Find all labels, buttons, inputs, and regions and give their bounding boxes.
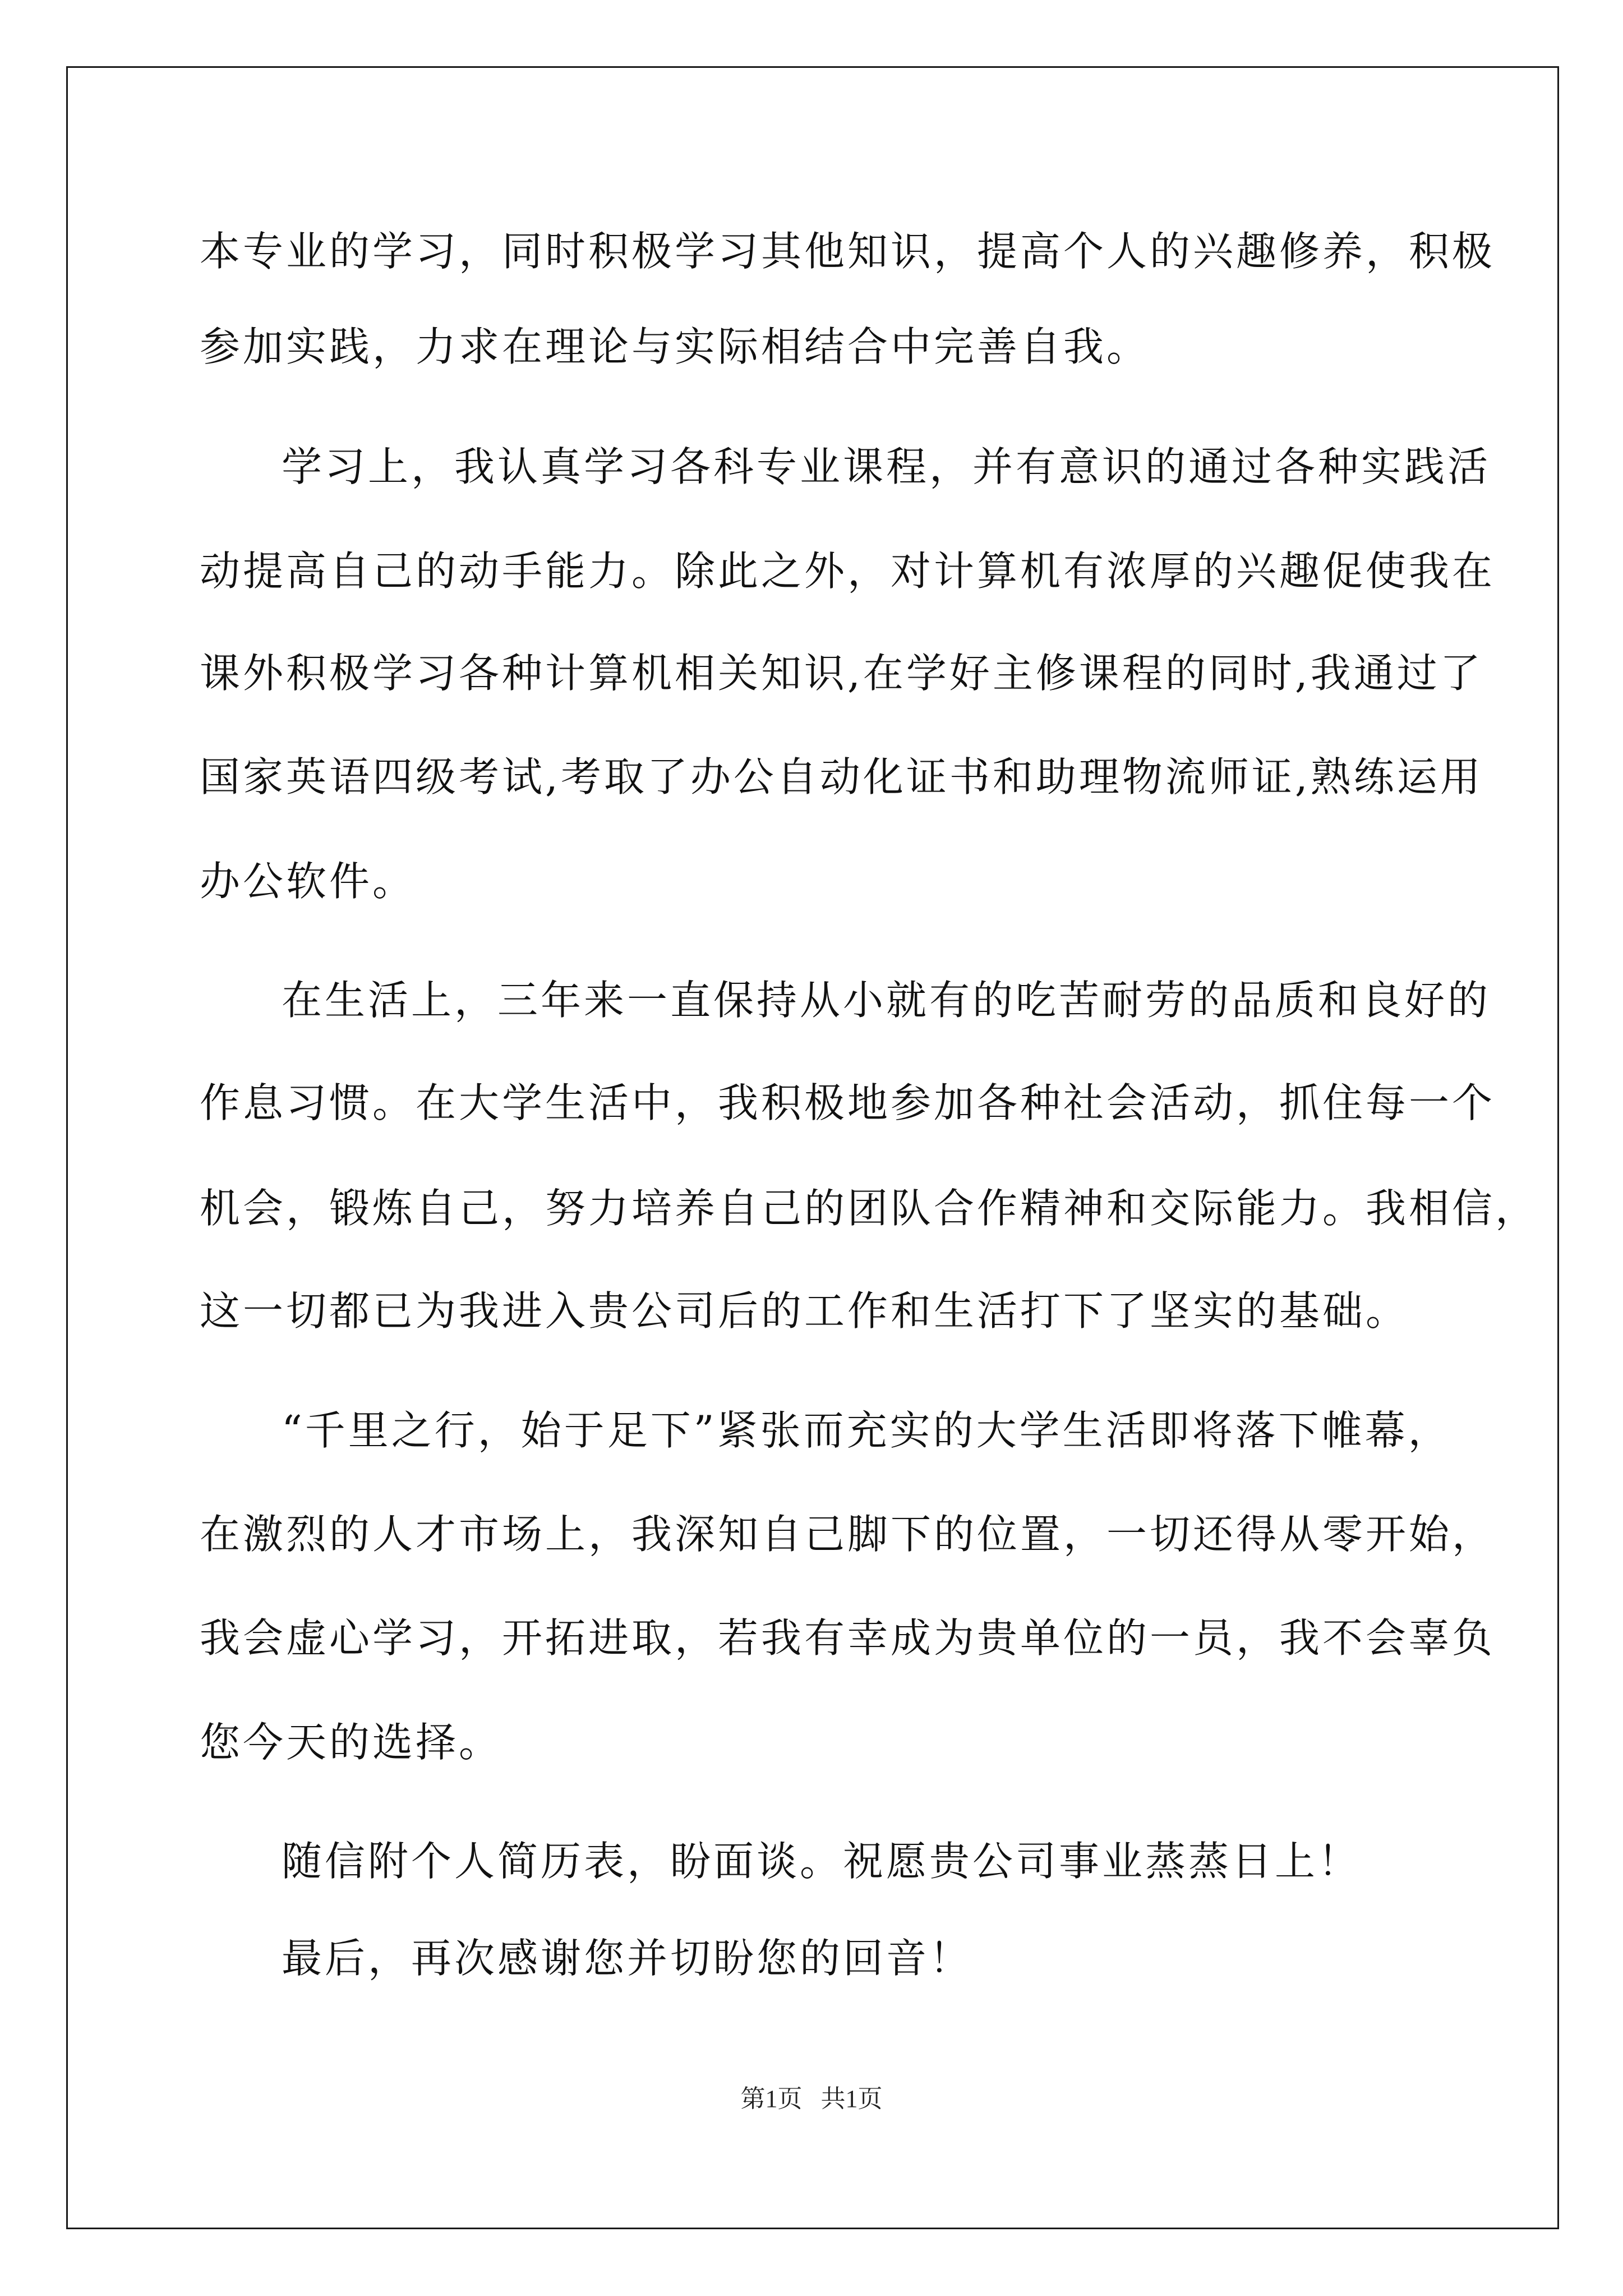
page-number-current: 第1页: [740, 2085, 803, 2113]
paragraph-4-line-3: 我会虚心学习，开拓进取，若我有幸成为贵单位的一员，我不会辜负: [200, 1614, 1496, 1662]
paragraph-3-line-1: 在生活上，三年来一直保持从小就有的吃苦耐劳的品质和良好的: [282, 977, 1491, 1024]
paragraph-4-line-4: 您今天的选择。: [200, 1719, 502, 1766]
paragraph-1-line-1: 本专业的学习，同时积极学习其他知识，提高个人的兴趣修养，积极: [200, 228, 1496, 275]
paragraph-2-line-3: 课外积极学习各种计算机相关知识,在学好主修课程的同时,我通过了: [200, 650, 1483, 697]
paragraph-5-line-1: 随信附个人简历表，盼面谈。祝愿贵公司事业蒸蒸日上！: [282, 1838, 1362, 1885]
page-number-total: 共1页: [820, 2085, 883, 2113]
paragraph-4-line-2: 在激烈的人才市场上，我深知自己脚下的位置，一切还得从零开始，: [200, 1511, 1496, 1558]
page-footer: [0, 2082, 1623, 2116]
paragraph-2-line-2: 动提高自己的动手能力。除此之外，对计算机有浓厚的兴趣促使我在: [200, 547, 1496, 595]
paragraph-6-line-1: 最后，再次感谢您并切盼您的回音！: [282, 1935, 973, 1982]
paragraph-2-line-5: 办公软件。: [200, 858, 416, 905]
paragraph-2-line-1: 学习上，我认真学习各科专业课程，并有意识的通过各种实践活: [282, 443, 1491, 490]
paragraph-2-line-4: 国家英语四级考试,考取了办公自动化证书和助理物流师证,熟练运用: [200, 753, 1483, 800]
paragraph-3-line-4: 这一切都已为我进入贵公司后的工作和生活打下了坚实的基础。: [200, 1287, 1409, 1335]
paragraph-3-line-2: 作息习惯。在大学生活中，我积极地参加各种社会活动，抓住每一个: [200, 1079, 1496, 1126]
paragraph-4-line-1: “千里之行，始于足下”紧张而充实的大学生活即将落下帷幕，: [282, 1407, 1451, 1454]
footer-spacer: [803, 2085, 821, 2113]
paragraph-3-line-3: 机会，锻炼自己，努力培养自己的团队合作精神和交际能力。我相信，: [200, 1185, 1539, 1232]
page-border: [66, 66, 1559, 2229]
paragraph-1-line-2: 参加实践，力求在理论与实际相结合中完善自我。: [200, 323, 1150, 370]
